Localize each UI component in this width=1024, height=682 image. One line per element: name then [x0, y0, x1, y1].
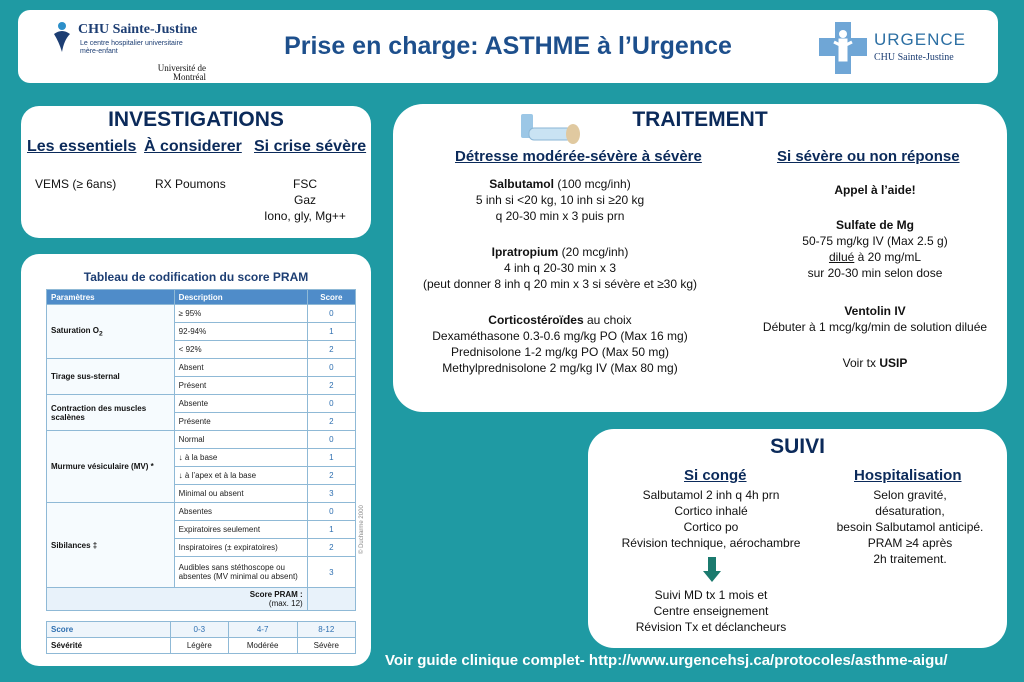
table-row	[47, 622, 356, 638]
cortico-line: Dexaméthasone 0.3-0.6 mg/kg PO (Max 16 mg)	[432, 329, 688, 343]
suivi-after-list	[606, 587, 816, 635]
urgence-sublabel: CHU Sainte-Justine	[874, 52, 954, 63]
pram-copyright: © Ducharme 2000	[359, 505, 365, 554]
pram-score: 0	[307, 395, 355, 413]
crise-severe-items	[253, 176, 357, 224]
table-row	[47, 359, 356, 377]
chu-logo-icon	[50, 20, 74, 54]
severity-range: 8-12	[297, 622, 355, 638]
mg-line: sur 20-30 min selon dose	[807, 266, 943, 280]
ventolin-block	[745, 303, 1005, 335]
chu-subtitle: Le centre hospitalier universitaire mère-enfant	[80, 40, 183, 55]
essentiels-item: VEMS (≥ 6ans)	[35, 177, 117, 191]
chu-logo	[50, 16, 220, 80]
pram-score: 2	[307, 413, 355, 431]
pram-param-text: Saturation O	[51, 325, 100, 335]
pram-param-sibilances: Sibilances ‡	[47, 503, 175, 588]
pram-header: Paramètres	[47, 290, 175, 305]
conge-item: Cortico inhalé	[674, 504, 748, 518]
pram-header: Score	[307, 290, 355, 305]
suivi-item: Révision Tx et déclancheurs	[635, 620, 787, 634]
crise-item: Iono, gly, Mg++	[264, 209, 346, 223]
voir-prefix: Voir tx	[842, 356, 880, 370]
left-heading: Détresse modérée-sévère à sévère	[455, 148, 702, 165]
salbutamol-title	[395, 176, 725, 192]
severity-table	[46, 621, 356, 654]
pram-total-text: Score PRAM :	[249, 590, 303, 599]
pram-score: 1	[307, 521, 355, 539]
ipratropium-line: (peut donner 8 inh q 20 min x 3 si sévère et ≥30 kg)	[422, 277, 698, 291]
urgence-logo	[818, 16, 968, 78]
salbutamol-line: q 20-30 min x 3 puis prn	[495, 209, 625, 223]
hosp-item: PRAM ≥4 après	[867, 536, 953, 550]
ipratropium-line: 4 inh q 20-30 min x 3	[503, 261, 617, 275]
mg-title: Sulfate de Mg	[835, 218, 914, 232]
header-banner	[18, 10, 998, 83]
col-heading-crise-severe: Si crise sévère	[254, 138, 367, 155]
ipratropium-block	[395, 244, 725, 292]
arrow-down-icon	[703, 557, 721, 583]
pram-total-label	[47, 588, 308, 611]
severity-range: 0-3	[171, 622, 229, 638]
ipratropium-name: Ipratropium	[491, 245, 559, 259]
col-heading-considerer: À considerer	[144, 138, 242, 155]
salbutamol-line: 5 inh si <20 kg, 10 inh si ≥20 kg	[475, 193, 645, 207]
cortico-name: Corticostéroïdes	[488, 313, 584, 327]
pram-total-max: (max. 12)	[268, 599, 303, 608]
cortico-line: Prednisolone 1-2 mg/kg PO (Max 50 mg)	[450, 345, 670, 359]
pram-param-saturation	[47, 305, 175, 359]
cortico-block	[395, 312, 725, 376]
pram-desc: ↓ à l’apex et à la base	[174, 467, 307, 485]
table-row	[47, 305, 356, 323]
table-row	[47, 395, 356, 413]
col-heading-essentiels: Les essentiels	[27, 138, 137, 155]
pram-header: Description	[174, 290, 307, 305]
cortico-line: Methylprednisolone 2 mg/kg IV (Max 80 mg)	[442, 361, 678, 375]
hosp-list	[820, 487, 1000, 567]
pram-score: 0	[307, 503, 355, 521]
pram-desc: ≥ 95%	[174, 305, 307, 323]
salbutamol-dose: (100 mcg/inh)	[553, 177, 631, 191]
right-heading: Si sévère ou non réponse	[777, 148, 960, 165]
pram-score: 1	[307, 449, 355, 467]
hosp-heading: Hospitalisation	[854, 467, 962, 484]
pram-desc: Présente	[174, 413, 307, 431]
conge-heading: Si congé	[684, 467, 747, 484]
conge-item: Salbutamol 2 inh q 4h prn	[642, 488, 780, 502]
pram-desc: Expiratoires seulement	[174, 521, 307, 539]
severity-value: Sévère	[297, 638, 355, 654]
pram-desc: Présent	[174, 377, 307, 395]
table-row	[47, 431, 356, 449]
pram-param-subscript: 2	[99, 330, 103, 338]
cortico-title	[395, 312, 725, 328]
severity-value: Légère	[171, 638, 229, 654]
crise-item: Gaz	[293, 193, 316, 207]
pram-card	[21, 254, 371, 666]
severity-range: 4-7	[228, 622, 297, 638]
hosp-item: Selon gravité,	[873, 488, 947, 502]
pram-desc: 92-94%	[174, 323, 307, 341]
pram-desc: < 92%	[174, 341, 307, 359]
pram-score: 3	[307, 485, 355, 503]
urgence-label: URGENCE	[874, 30, 967, 49]
pram-score: 0	[307, 359, 355, 377]
pram-total-row	[47, 588, 356, 611]
suivi-title: SUIVI	[770, 435, 825, 458]
pram-param-tirage: Tirage sus-sternal	[47, 359, 175, 395]
pram-title: Tableau de codification du score PRAM	[83, 270, 309, 284]
usip-label: USIP	[879, 356, 908, 370]
table-row	[47, 638, 356, 654]
severity-label: Sévérité	[47, 638, 171, 654]
pram-param-murmure: Murmure vésiculaire (MV) *	[47, 431, 175, 503]
udm-logo-text: Université de Montréal	[157, 63, 206, 82]
table-row	[47, 503, 356, 521]
pram-table	[46, 289, 356, 611]
pram-desc: Absentes	[174, 503, 307, 521]
suivi-item: Suivi MD tx 1 mois et	[654, 588, 768, 602]
pram-desc: Inspiratoires (± expiratoires)	[174, 539, 307, 557]
mg-concentration: à 20 mg/mL	[854, 250, 922, 264]
pram-desc: Absent	[174, 359, 307, 377]
mg-line: 50-75 mg/kg IV (Max 2.5 g)	[802, 234, 948, 248]
hosp-item: besoin Salbutamol anticipé.	[836, 520, 984, 534]
cross-icon	[818, 20, 868, 76]
appel-aide: Appel à l’aide!	[834, 183, 916, 197]
mg-dilue: dilué	[828, 250, 855, 264]
conge-list	[606, 487, 816, 551]
pram-score: 2	[307, 539, 355, 557]
severity-header: Score	[47, 622, 171, 638]
ventolin-title: Ventolin IV	[844, 304, 906, 318]
pram-header-row	[47, 290, 356, 305]
pram-desc: Minimal ou absent	[174, 485, 307, 503]
investigations-title: INVESTIGATIONS	[108, 108, 284, 131]
salbutamol-block	[395, 176, 725, 224]
pram-score: 1	[307, 323, 355, 341]
cortico-suffix: au choix	[583, 313, 632, 327]
considerer-item: RX Poumons	[155, 177, 226, 191]
hosp-item: 2h traitement.	[873, 552, 947, 566]
pram-score: 2	[307, 341, 355, 359]
mg-block	[745, 217, 1005, 281]
pram-desc: Normal	[174, 431, 307, 449]
page-title: Prise en charge: ASTHME à l’Urgence	[284, 32, 732, 60]
suivi-card	[588, 429, 1007, 648]
pram-param-scalenes: Contraction des muscles scalènes	[47, 395, 175, 431]
pram-total-value	[307, 588, 355, 611]
investigations-card	[21, 106, 371, 238]
crise-item: FSC	[293, 177, 317, 191]
traitement-title: TRAITEMENT	[632, 108, 768, 131]
conge-item: Cortico po	[683, 520, 739, 534]
pram-score: 2	[307, 377, 355, 395]
mg-line	[745, 249, 1005, 265]
pram-desc: Absente	[174, 395, 307, 413]
ipratropium-dose: (20 mcg/inh)	[558, 245, 629, 259]
conge-item: Révision technique, aérochambre	[621, 536, 801, 550]
pram-score: 3	[307, 557, 355, 588]
pram-score: 0	[307, 305, 355, 323]
traitement-card	[393, 104, 1007, 412]
footer-guide-link[interactable]: Voir guide clinique complet- http://www.urgencehsj.ca/protocoles/asthme-aigu/	[385, 652, 948, 669]
suivi-item: Centre enseignement	[653, 604, 769, 618]
pram-desc: Audibles sans stéthoscope ou absentes (MV minimal ou absent)	[174, 557, 307, 588]
severity-value: Modérée	[228, 638, 297, 654]
salbutamol-name: Salbutamol	[489, 177, 554, 191]
ventolin-line: Débuter à 1 mcg/kg/min de solution diluée	[762, 320, 988, 334]
ipratropium-title	[395, 244, 725, 260]
chu-name: CHU Sainte-Justine	[78, 22, 198, 37]
pram-desc: ↓ à la base	[174, 449, 307, 467]
hosp-item: désaturation,	[875, 504, 945, 518]
pram-score: 2	[307, 467, 355, 485]
pram-score: 0	[307, 431, 355, 449]
voir-usip	[745, 355, 1005, 371]
